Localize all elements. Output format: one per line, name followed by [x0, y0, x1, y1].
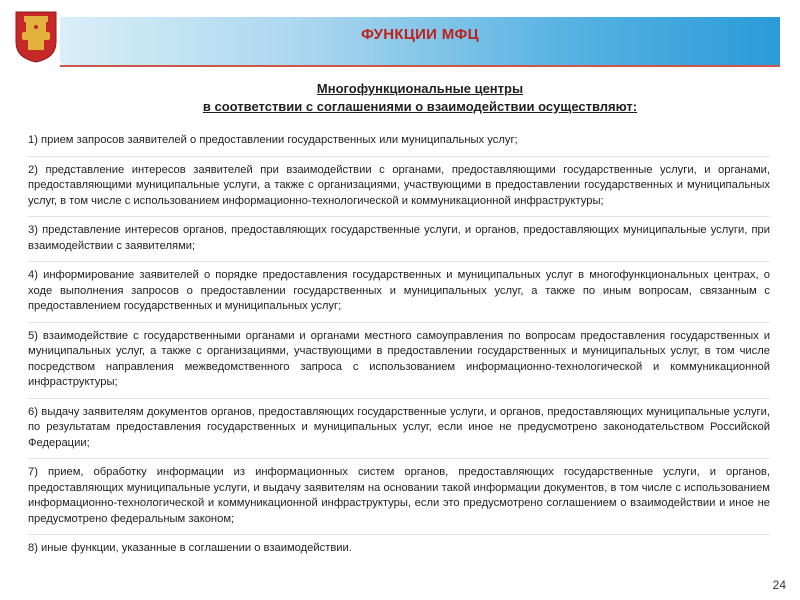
list-item: 7) прием, обработку информации из информационных систем органов, предоставляющих государственные услуги, и органов, предоставляющих муниципальные услуги, и выдачу заявителям на основании такой информации документов, в том числе с использованием информационно-технологической и коммуникационной инфраструктуры, если это предусмотрено соглашением о взаимодействии и иное не предусмотрено федеральным законом; — [28, 465, 770, 535]
list-item: 8) иные функции, указанные в соглашении о взаимодействии. — [28, 542, 352, 554]
title-underline — [60, 65, 780, 67]
subtitle-line-1: Многофункциональные центры — [316, 81, 524, 96]
subtitle — [60, 80, 780, 116]
list-item: 5) взаимодействие с государственными органами и органами местного самоуправления по вопросам предоставления государственных и муниципальных услуг, а также с организациями, участвующими в предоставлении государственных и муниципальных услуг, в том числе посредством направления межведомственного запроса с использованием информационно-технологической и коммуникационной инфраструктуры; — [28, 329, 770, 399]
list-item: 4) информирование заявителей о порядке предоставления государственных и муниципальных услуг в многофункциональных центрах, о ходе выполнения запросов о предоставлении государственных и муниципальных услуг, а также по иным вопросам, связанным с предоставлением государственных и муниципальных услуг; — [28, 268, 770, 323]
list-item: 6) выдачу заявителям документов органов, предоставляющих государственные услуги, и органов, предоставляющих муниципальные услуги, по результатам предоставления государственных и муниципальных услуг, если иное не предусмотрено законодательством Российской Федерации; — [28, 405, 770, 460]
subtitle-line-2: в соответствии с соглашениями о взаимодействии осуществляют: — [202, 99, 638, 114]
coat-of-arms-icon — [14, 10, 58, 64]
list-item: 1) прием запросов заявителей о предоставлении государственных или муниципальных услуг; — [28, 133, 770, 157]
list-item: 2) представление интересов заявителей при взаимодействии с органами, предоставляющими государственные услуги, и органами, предоставляющими муниципальные услуги, а также с организациями, участвующими в предоставлении государственных и муниципальных услуг, в том числе с использованием информационно-технологической и коммуникационной инфраструктуры; — [28, 163, 770, 218]
page-number: 24 — [772, 578, 786, 592]
page-title: ФУНКЦИИ МФЦ — [361, 26, 479, 43]
functions-list — [28, 133, 770, 570]
list-item: 3) представление интересов органов, предоставляющих государственные услуги, и органов, предоставляющих муниципальные услуги, при взаимодействии с заявителями; — [28, 223, 770, 262]
